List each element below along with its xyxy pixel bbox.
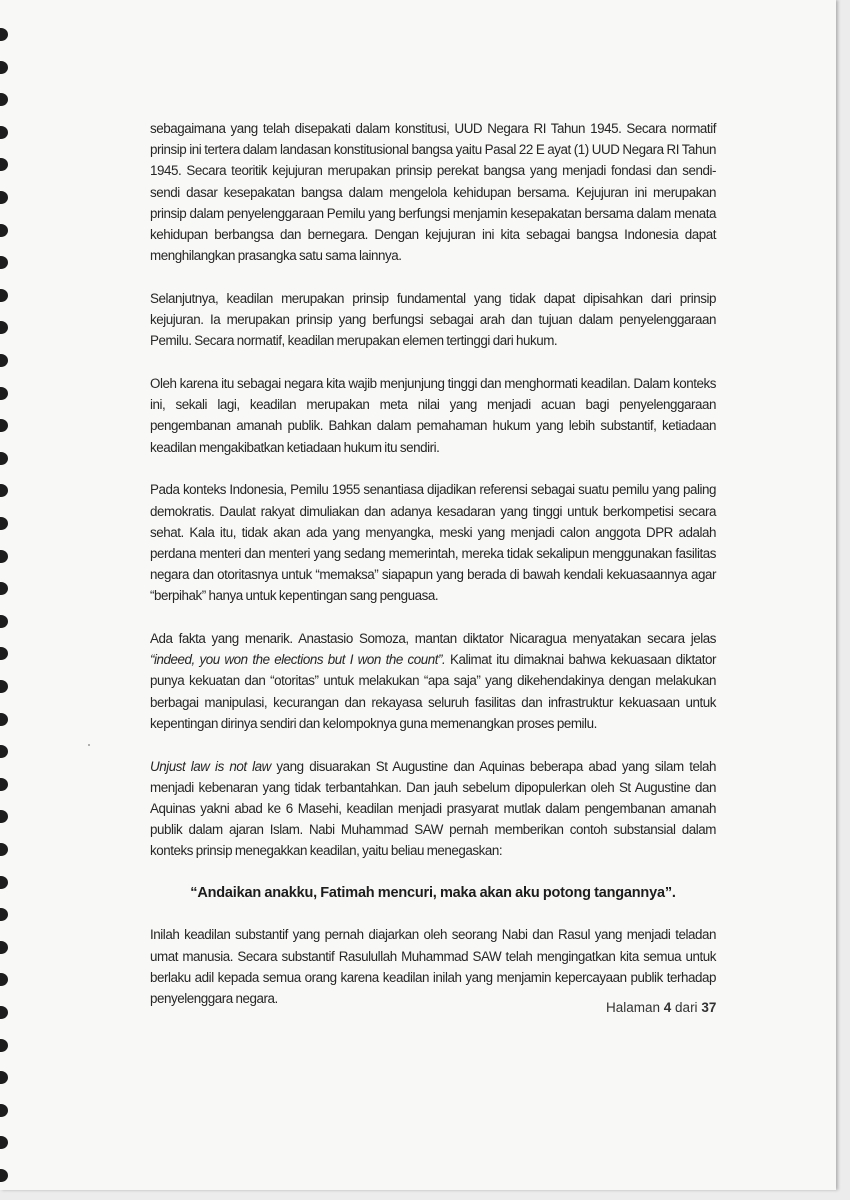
binding-hole (0, 224, 8, 237)
binding-hole (0, 1136, 8, 1149)
binding-hole (0, 1039, 8, 1052)
binding-hole (0, 876, 8, 889)
binding-hole (0, 713, 8, 726)
prophet-quote: “Andaikan anakku, Fatimah mencuri, maka akan aku potong tangannya”. (190, 885, 676, 902)
paragraph-unjust-law (150, 756, 716, 862)
binding-hole (0, 582, 8, 595)
somoza-explanation: Kalimat itu dimaknai bahwa kekuasaan diktator punya kekuatan dan “otoritas” untuk melakukan “apa saja” yang dikehendakinya dengan melakukan berbagai manipulasi, kecurangan dan rekayasa seluruh fasilitas dan infrastruktur kekuasaan untuk kepentingan dirinya sendiri dan kelompoknya guna memenangkan proses pemilu. (150, 652, 716, 731)
footer-prefix: Halaman (606, 1000, 664, 1015)
binding-hole (0, 1006, 8, 1019)
binding-hole (0, 1104, 8, 1117)
binding-hole (0, 843, 8, 856)
paragraph-menjunjung: Oleh karena itu sebagai negara kita wajib menjunjung tinggi dan menghormati keadilan. Dalam konteks ini, sekali lagi, keadilan merupakan meta nilai yang menjadi acuan bagi penyelenggaraan pengembanan amanah publik. Bahkan dalam pemahaman hukum yang lebih substantif, ketiadaan keadilan mengakibatkan ketiadaan hukum itu sendiri. (150, 376, 716, 455)
page-number-footer (606, 1000, 716, 1015)
binding-hole (0, 973, 8, 986)
document-body (150, 118, 716, 1031)
footer-middle: dari (671, 1000, 702, 1015)
binding-hole (0, 484, 8, 497)
total-page-count: 37 (701, 1000, 717, 1015)
binding-hole (0, 61, 8, 74)
binding-hole (0, 615, 8, 628)
binding-hole (0, 941, 8, 954)
binding-hole (0, 745, 8, 758)
binding-hole (0, 387, 8, 400)
binding-hole (0, 419, 8, 432)
binding-hole (0, 191, 8, 204)
paragraph-somoza (150, 628, 716, 734)
scan-speck (88, 744, 90, 746)
paragraph-pemilu-1955: Pada konteks Indonesia, Pemilu 1955 senantiasa dijadikan referensi sebagai suatu pemilu yang paling demokratis. Daulat rakyat dimuliakan dan adanya kesadaran yang tinggi untuk berkompetisi secara sehat. Kala itu, tidak akan ada yang menyangka, meski yang menjadi calon anggota DPR adalah perdana menteri dan menteri yang sedang memerintah, mereka tidak sekalipun menggunakan fasilitas negara dan otoritasnya untuk “memaksa” siapapun yang berada di bawah kendali kekuasaannya agar “berpihak” hanya untuk kepentingan sang penguasa. (150, 482, 716, 604)
unjust-law-phrase: Unjust law is not law (150, 758, 271, 774)
binding-hole (0, 126, 8, 139)
current-page-number: 4 (663, 1000, 672, 1015)
binding-hole (0, 28, 8, 41)
paragraph-closing: Inilah keadilan substantif yang pernah diajarkan oleh seorang Nabi dan Rasul yang menjadi teladan umat manusia. Secara substantif Rasulullah Muhammad SAW telah mengingatkan kita semua untuk berlaku adil kepada semua orang karena keadilan inilah yang menjamin kepercayaan publik terhadap penyelenggara negara. (150, 927, 716, 1006)
binding-hole (0, 517, 8, 530)
binding-hole (0, 289, 8, 302)
binding-hole (0, 93, 8, 106)
binding-hole (0, 256, 8, 269)
binding-hole (0, 1071, 8, 1084)
spiral-binding-holes (0, 28, 12, 1188)
somoza-quote: “indeed, you won the elections but I won the count”. (150, 652, 446, 668)
binding-hole (0, 647, 8, 660)
binding-hole (0, 810, 8, 823)
binding-hole (0, 321, 8, 334)
paragraph-kejujuran: sebagaimana yang telah disepakati dalam konstitusi, UUD Negara RI Tahun 1945. Secara normatif prinsip ini tertera dalam landasan konstitusional bangsa yaitu Pasal 22 E ayat (1) UUD Negara RI Tahun 1945. Secara teoritik kejujuran merupakan prinsip perekat bangsa yang menjadi fondasi dan sendi-sendi dasar kesepakatan bangsa dalam mengelola kehidupan bersama. Kejujuran ini merupakan prinsip dalam penyelenggaraan Pemilu yang berfungsi menjamin kesepakatan bersama dalam menata kehidupan berbangsa dan bernegara. Dengan kejujuran ini kita sebagai bangsa Indonesia dapat menghilangkan prasangka satu sama lainnya. (150, 121, 716, 264)
binding-hole (0, 1169, 8, 1182)
somoza-intro: Ada fakta yang menarik. Anastasio Somoza, mantan diktator Nicaragua menyatakan secara jelas (150, 631, 716, 647)
binding-hole (0, 680, 8, 693)
binding-hole (0, 778, 8, 791)
binding-hole (0, 354, 8, 367)
binding-hole (0, 452, 8, 465)
binding-hole (0, 158, 8, 171)
binding-hole (0, 908, 8, 921)
unjust-law-text: yang disuarakan St Augustine dan Aquinas beberapa abad yang silam telah menjadi kebenaran yang tidak terbantahkan. Dan jauh sebelum dipopulerkan oleh St Augustine dan Aquinas yakni abad ke 6 Masehi, keadilan menjadi prasyarat mutlak dalam pengembanan amanah publik dalam ajaran Islam. Nabi Muhammad SAW pernah memberikan contoh substansial dalam konteks prinsip menegakkan keadilan, yaitu beliau menegaskan: (150, 758, 717, 859)
binding-hole (0, 550, 8, 563)
paragraph-keadilan: Selanjutnya, keadilan merupakan prinsip fundamental yang tidak dapat dipisahkan dari prinsip kejujuran. Ia merupakan prinsip yang berfungsi sebagai arah dan tujuan dalam penyelenggaraan Pemilu. Secara normatif, keadilan merupakan elemen tertinggi dari hukum. (150, 290, 716, 349)
